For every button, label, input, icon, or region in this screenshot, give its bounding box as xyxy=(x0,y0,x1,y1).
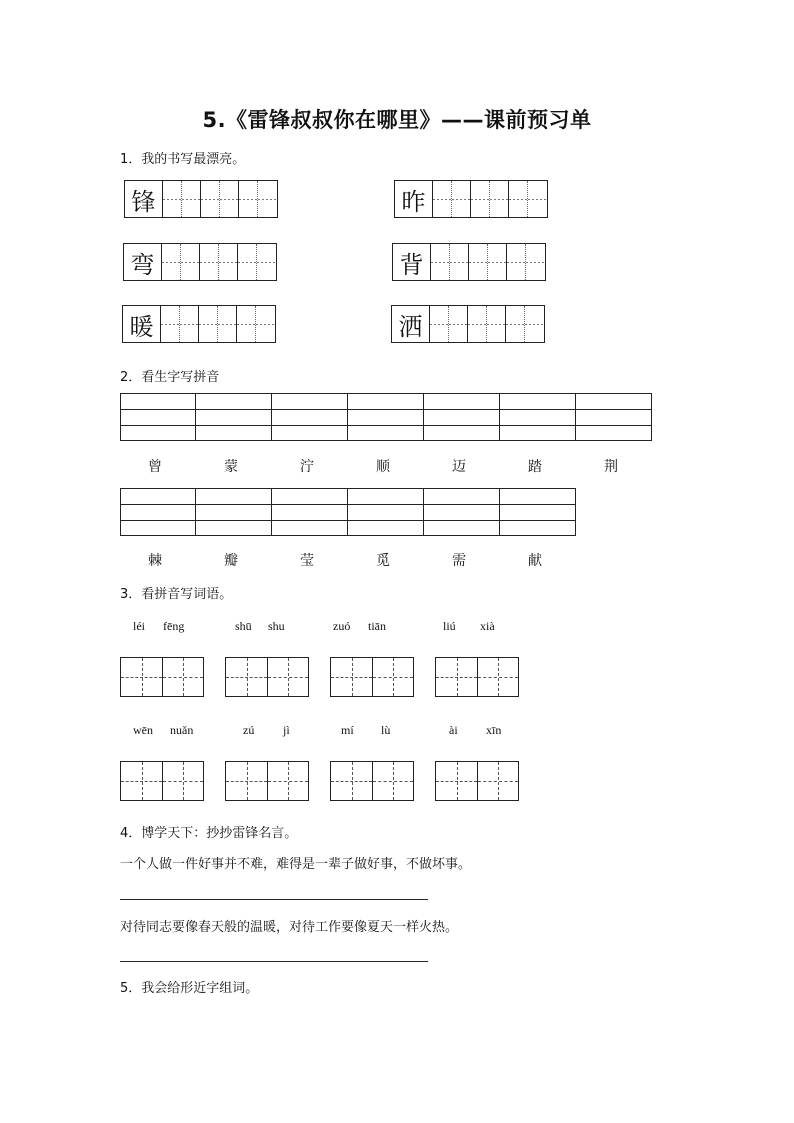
quote-1: 一个人做一件好事并不难，难得是一辈子做好事，不做坏事。 xyxy=(120,857,472,872)
pinyin-box[interactable] xyxy=(348,488,424,536)
pinyin-box-row-1[interactable] xyxy=(120,393,652,441)
char-label: 莹 xyxy=(300,553,314,569)
char-label: 顺 xyxy=(376,459,390,475)
word-box[interactable] xyxy=(120,761,204,801)
pinyin-text: shū xyxy=(235,619,252,633)
writing-row-4[interactable] xyxy=(392,243,546,281)
pinyin-text: xià xyxy=(480,619,495,633)
pinyin-box[interactable] xyxy=(196,393,272,441)
char-label: 荆 xyxy=(604,459,618,475)
writing-row-2[interactable] xyxy=(394,180,548,218)
writing-row-5[interactable] xyxy=(122,305,276,343)
pinyin-text: fēng xyxy=(163,619,185,633)
pinyin-box[interactable] xyxy=(424,393,500,441)
q2-label: 2．看生字写拼音 xyxy=(120,370,220,385)
pinyin-box[interactable] xyxy=(348,393,424,441)
pinyin-text: shu xyxy=(268,619,285,633)
pinyin-box[interactable] xyxy=(272,393,348,441)
pinyin-box[interactable] xyxy=(576,393,652,441)
pinyin-box[interactable] xyxy=(120,488,196,536)
pinyin-text: tiān xyxy=(368,619,386,633)
char-label: 需 xyxy=(452,553,466,569)
pinyin-text: zuó xyxy=(333,619,351,633)
char-label: 泞 xyxy=(300,459,314,475)
pinyin-box[interactable] xyxy=(272,488,348,536)
writing-row-6[interactable] xyxy=(391,305,545,343)
char-row-2 xyxy=(117,550,573,570)
model-char: 暖 xyxy=(123,306,161,342)
pinyin-box[interactable] xyxy=(196,488,272,536)
model-char: 昨 xyxy=(395,181,433,217)
quote-2: 对待同志要像春天般的温暖，对待工作要像夏天一样火热。 xyxy=(120,920,459,935)
word-box[interactable] xyxy=(120,657,204,697)
pinyin-text: lù xyxy=(381,723,391,737)
pinyin-box[interactable] xyxy=(424,488,500,536)
char-label: 觅 xyxy=(376,553,390,569)
pinyin-text: jì xyxy=(283,723,290,737)
char-label: 棘 xyxy=(148,553,162,569)
pinyin-box[interactable] xyxy=(500,488,576,536)
pinyin-box[interactable] xyxy=(500,393,576,441)
char-label: 曾 xyxy=(148,459,162,475)
word-box[interactable] xyxy=(225,761,309,801)
pinyin-text: nuǎn xyxy=(170,723,194,737)
answer-line-2[interactable] xyxy=(120,961,428,962)
answer-line-1[interactable] xyxy=(120,899,428,900)
char-label: 蒙 xyxy=(224,459,238,475)
q5-label: 5．我会给形近字组词。 xyxy=(120,981,259,996)
pinyin-box[interactable] xyxy=(120,393,196,441)
pinyin-text: xīn xyxy=(486,723,502,737)
q3-label: 3．看拼音写词语。 xyxy=(120,587,233,602)
pinyin-text: liú xyxy=(443,619,456,633)
char-row-1 xyxy=(117,456,649,476)
word-box[interactable] xyxy=(435,761,519,801)
word-box[interactable] xyxy=(225,657,309,697)
char-label: 迈 xyxy=(452,459,466,475)
pinyin-text: ài xyxy=(449,723,458,737)
pinyin-text: zú xyxy=(243,723,255,737)
word-box[interactable] xyxy=(435,657,519,697)
pinyin-text: mí xyxy=(341,723,354,737)
pinyin-box-row-2[interactable] xyxy=(120,488,576,536)
model-char: 锋 xyxy=(125,181,163,217)
q4-label: 4．博学天下：抄抄雷锋名言。 xyxy=(120,826,298,841)
writing-row-1[interactable] xyxy=(124,180,278,218)
model-char: 弯 xyxy=(124,244,162,280)
word-box[interactable] xyxy=(330,657,414,697)
q1-label: 1．我的书写最漂亮。 xyxy=(120,152,246,167)
model-char: 背 xyxy=(393,244,431,280)
pinyin-text: léi xyxy=(133,619,145,633)
char-label: 踏 xyxy=(528,459,542,475)
pinyin-text: wēn xyxy=(133,723,153,737)
char-label: 献 xyxy=(528,553,542,569)
writing-row-3[interactable] xyxy=(123,243,277,281)
word-box[interactable] xyxy=(330,761,414,801)
model-char: 洒 xyxy=(392,306,430,342)
char-label: 瓣 xyxy=(224,553,238,569)
page-title: 5.《雷锋叔叔你在哪里》——课前预习单 xyxy=(202,108,592,132)
